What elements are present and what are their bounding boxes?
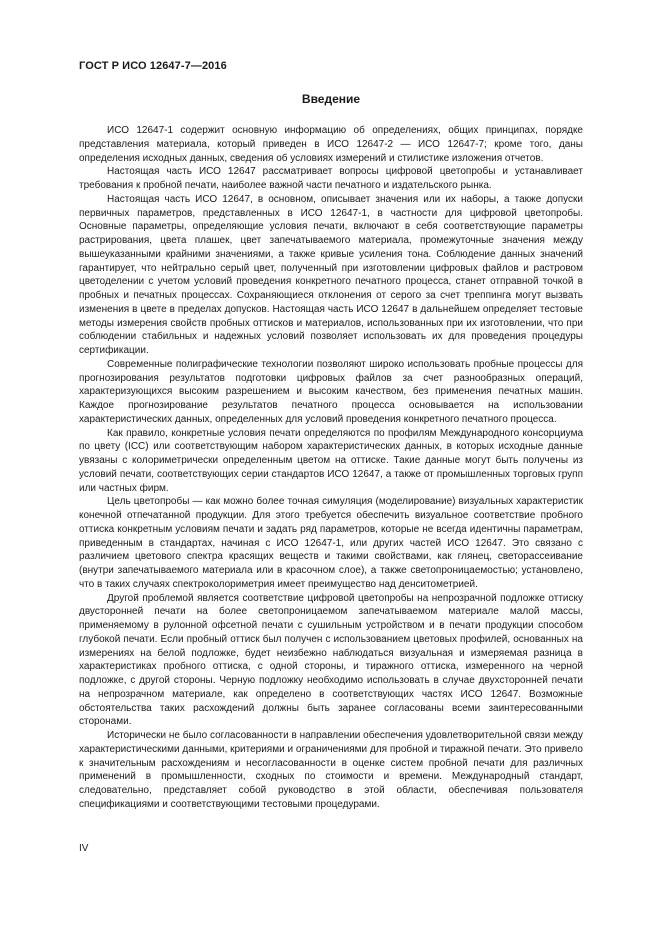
page-number: IV <box>79 843 89 854</box>
document-code: ГОСТ Р ИСО 12647-7—2016 <box>79 60 227 72</box>
paragraph-4: Современные полиграфические технологии позволяют широко использовать пробные процессы для прогнозирования результатов подготовки цифровых файлов за счет разнообразных операций, характеризующихся высоким разрешением и высоким качеством, без применения печатных машин. Каждое прогнозирование результатов печатного процесса основывается на использовании характеристических данных, определенных для условий проведения конкретного печатного процесса. <box>79 358 583 425</box>
paragraph-6: Цель цветопробы — как можно более точная симуляция (моделирование) визуальных характеристик конечной отпечатанной продукции. Для этого требуется обеспечить визуальное соответствие пробного оттиска конкретным условиям печати и задать ряд параметров, которые не всегда идентичны параметрам, приведенным в стандартах, начиная с ИСО 12647-1, или других частей ИСО 12647. Это связано с различием цветового спектра красящих веществ и такими свойствами, как глянец, светорассеивание (внутри запечатываемого материала или в красочном слое), а также светопроницаемостью; установлено, что в таких случаях спектроколориметрия имеет преимущество над денситометрией. <box>79 496 583 590</box>
paragraph-3: Настоящая часть ИСО 12647, в основном, описывает значения или их наборы, а также допуски первичных параметров, представленных в ИСО 12647-1, в частности для цифровой цветопробы. Основные параметры, определяющие условия печати, включают в себя соответствующие параметры растрирования, цвета плашек, цвет запечатываемого материала, промежуточные значения между вышеуказанными крайними значениями, а также кривые усиления тона. Соблюдение данных значений гарантирует, что нейтрально серый цвет, полученный при изготовлении цифровых файлов и растровом цветоделении с учетом условий проведения конкретного печатного процесса, станет отправной точкой в пробных и печатных процессах. Сохраняющиеся отклонения от серого за счет треппинга могут вызвать изменения в цвете в пределах допусков. Настоящая часть ИСО 12647 в дальнейшем определяет тестовые методы измерения свойств пробных оттисков и материалов, использованных при их изготовлении, что при соблюдении стабильных и надежных условий позволяет использовать их для проведения процедуры сертификации. <box>79 193 583 356</box>
body-text <box>79 124 583 812</box>
section-title: Введение <box>301 92 361 106</box>
paragraph-2: Настоящая часть ИСО 12647 рассматривает вопросы цифровой цветопробы и устанавливает требования к пробной печати, наиболее важной части печатного и издательского рынка. <box>79 166 583 191</box>
paragraph-1: ИСО 12647-1 содержит основную информацию об определениях, общих принципах, порядке представления материала, который приведен в ИСО 12647-2 — ИСО 12647-7; кроме того, даны определения исходных данных, сведения об условиях измерений и стилистике изложения отчетов. <box>79 125 583 164</box>
paragraph-5: Как правило, конкретные условия печати определяются по профилям Международного консорциума по цвету (ICC) или соответствующим набором характеристических данных, в которых исходные данные увязаны с колориметрически определенным цветом на оттиске. Такие данные могут быть получены из условий печати, соответствующих серии стандартов ИСО 12647, а также от промышленных торговых групп или частных фирм. <box>79 427 583 494</box>
paragraph-7: Другой проблемой является соответствие цифровой цветопробы на непрозрачной подложке оттиску двусторонней печати на более светопроницаемом запечатываемом материале малой массы, применяемому в рулонной офсетной печати с сушильным устройством и в печати продукции способом глубокой печати. Если пробный оттиск был получен с использованием цветовых профилей, основанных на измерениях на белой подложке, будет неизбежно наблюдаться визуальная и измеряемая разница в характеристиках пробного оттиска, с одной стороны, и тиражного оттиска, измеренного на черной подложке, с другой стороны. Черную подложку необходимо использовать в случае двухсторонней печати на непрозрачном материале, как определено в соответствующих частях ИСО 12647. Возможные обстоятельства таких расхождений должны быть заранее согласованы всеми заинтересованными сторонами. <box>79 592 583 728</box>
paragraph-8: Исторически не было согласованности в направлении обеспечения удовлетворительной связи между характеристическими данными, критериями и ограничениями для пробной и тиражной печати. Это привело к значительным расхождениям и несогласованности в оценке систем пробной печати для различных применений в промышленности, сходных по стоимости и времени. Международный стандарт, следовательно, представляет собой руководство в этой области, обеспечивая пользователя спецификациями и соответствующими тестовыми процедурами. <box>79 730 583 810</box>
